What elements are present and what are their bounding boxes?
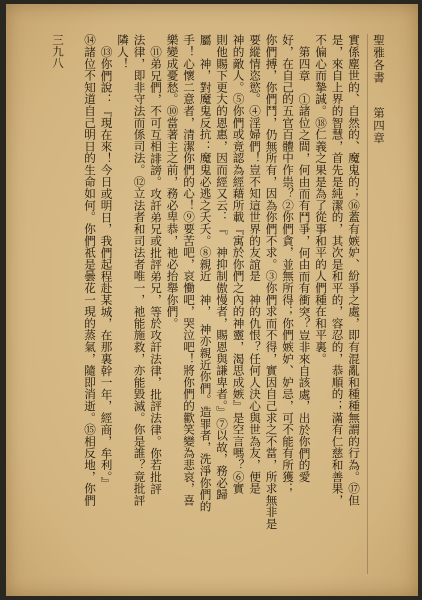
text-column: 不偏心而摯誠。⑱仁義之果是為了從事和平的人們種在和平裏。 [314,34,328,365]
text-column: 手！心懷二意者，清潔你們的心！⑨要苦吧，哀慟吧，哭泣吧！將你們的歡笑變為悲哀，喜 [182,34,196,506]
header-chapter: 第四章 [372,106,386,145]
text-column: 則他賜下更大的恩惠，因而經又云：『 神抑制傲慢者，賜恩與謙卑者。』⑦以故，務必歸 [215,34,229,501]
text-column: 隣人！ [116,34,130,70]
text-column: 樂變成憂愁。⑩當著主之前，務必卑恭，祂必抬舉你們。 [165,34,180,329]
text-column: 第四章 ①諸位之間，何由而有鬥爭，何由而有衝突？豈非來自該處，出於你們的愛 [297,46,312,483]
text-column: 神的敵人。⑤你們或竟認為經藉所載『寓於你們之內的神靈，渴思成嫉』是空言嗎？⑥實 [231,34,246,495]
text-column: 要縱情恣慾。④淫婦們！豈不知這世界的友誼是 神的仇恨？任何人決心與世為友，便是 [248,34,262,495]
text-column: ⑪弟兄們，不可互相誹謗。攻訐弟兄或批評弟兄，等於攻訐法律，批評法律。你若批評 [149,46,163,495]
text-column: ⑬你們說：『現在來！今日或明日，我們起程赴某城，在那裏幹一年，經商，牟利。』 [99,46,114,489]
book-title: 聖雅各書 [372,34,386,84]
text-column: ⑭諸位不知道自己明日的生命如何。你們祇是曇花一現的蒸氣，隨即消逝。⑮相反地，你們 [83,34,97,506]
page-number: 三九八 [51,34,65,69]
header-divider [367,34,368,574]
text-column: 實係塵世的、自然的、魔鬼的；⑯蓋有嫉妒、紛爭之處，即有混亂和種種無謂的行為。⑰但 [347,34,361,506]
running-header-title [372,34,386,144]
body-text [36,34,362,574]
text-column: 屬 神，對魔鬼反抗：魔鬼必逃之夭夭。⑧親近 神， 神亦親近你們。造罪者，洗淨你們的 [198,34,213,512]
text-column: 法律，即非守法而係司法。⑫立法者和司法者唯一，祂能施救，亦能毀滅。你是誰？竟批評 [132,34,147,506]
text-column: 是，來自上界的智慧，首先是純潔的，其次是和平的，容忍的，恭順的；滿有仁慈和善果， [330,34,345,506]
text-column: 好，在自己的五官百體中作祟？②你們貪，並無所得；你們嫉妒、妒忌，可不能有所獲； [281,34,295,495]
text-column: 你們搏，你們鬥，仍無所有，因為你們不求。③你們求而不得，實因自己求之不當，所求無非是 [264,34,279,530]
book-page [6,4,418,596]
